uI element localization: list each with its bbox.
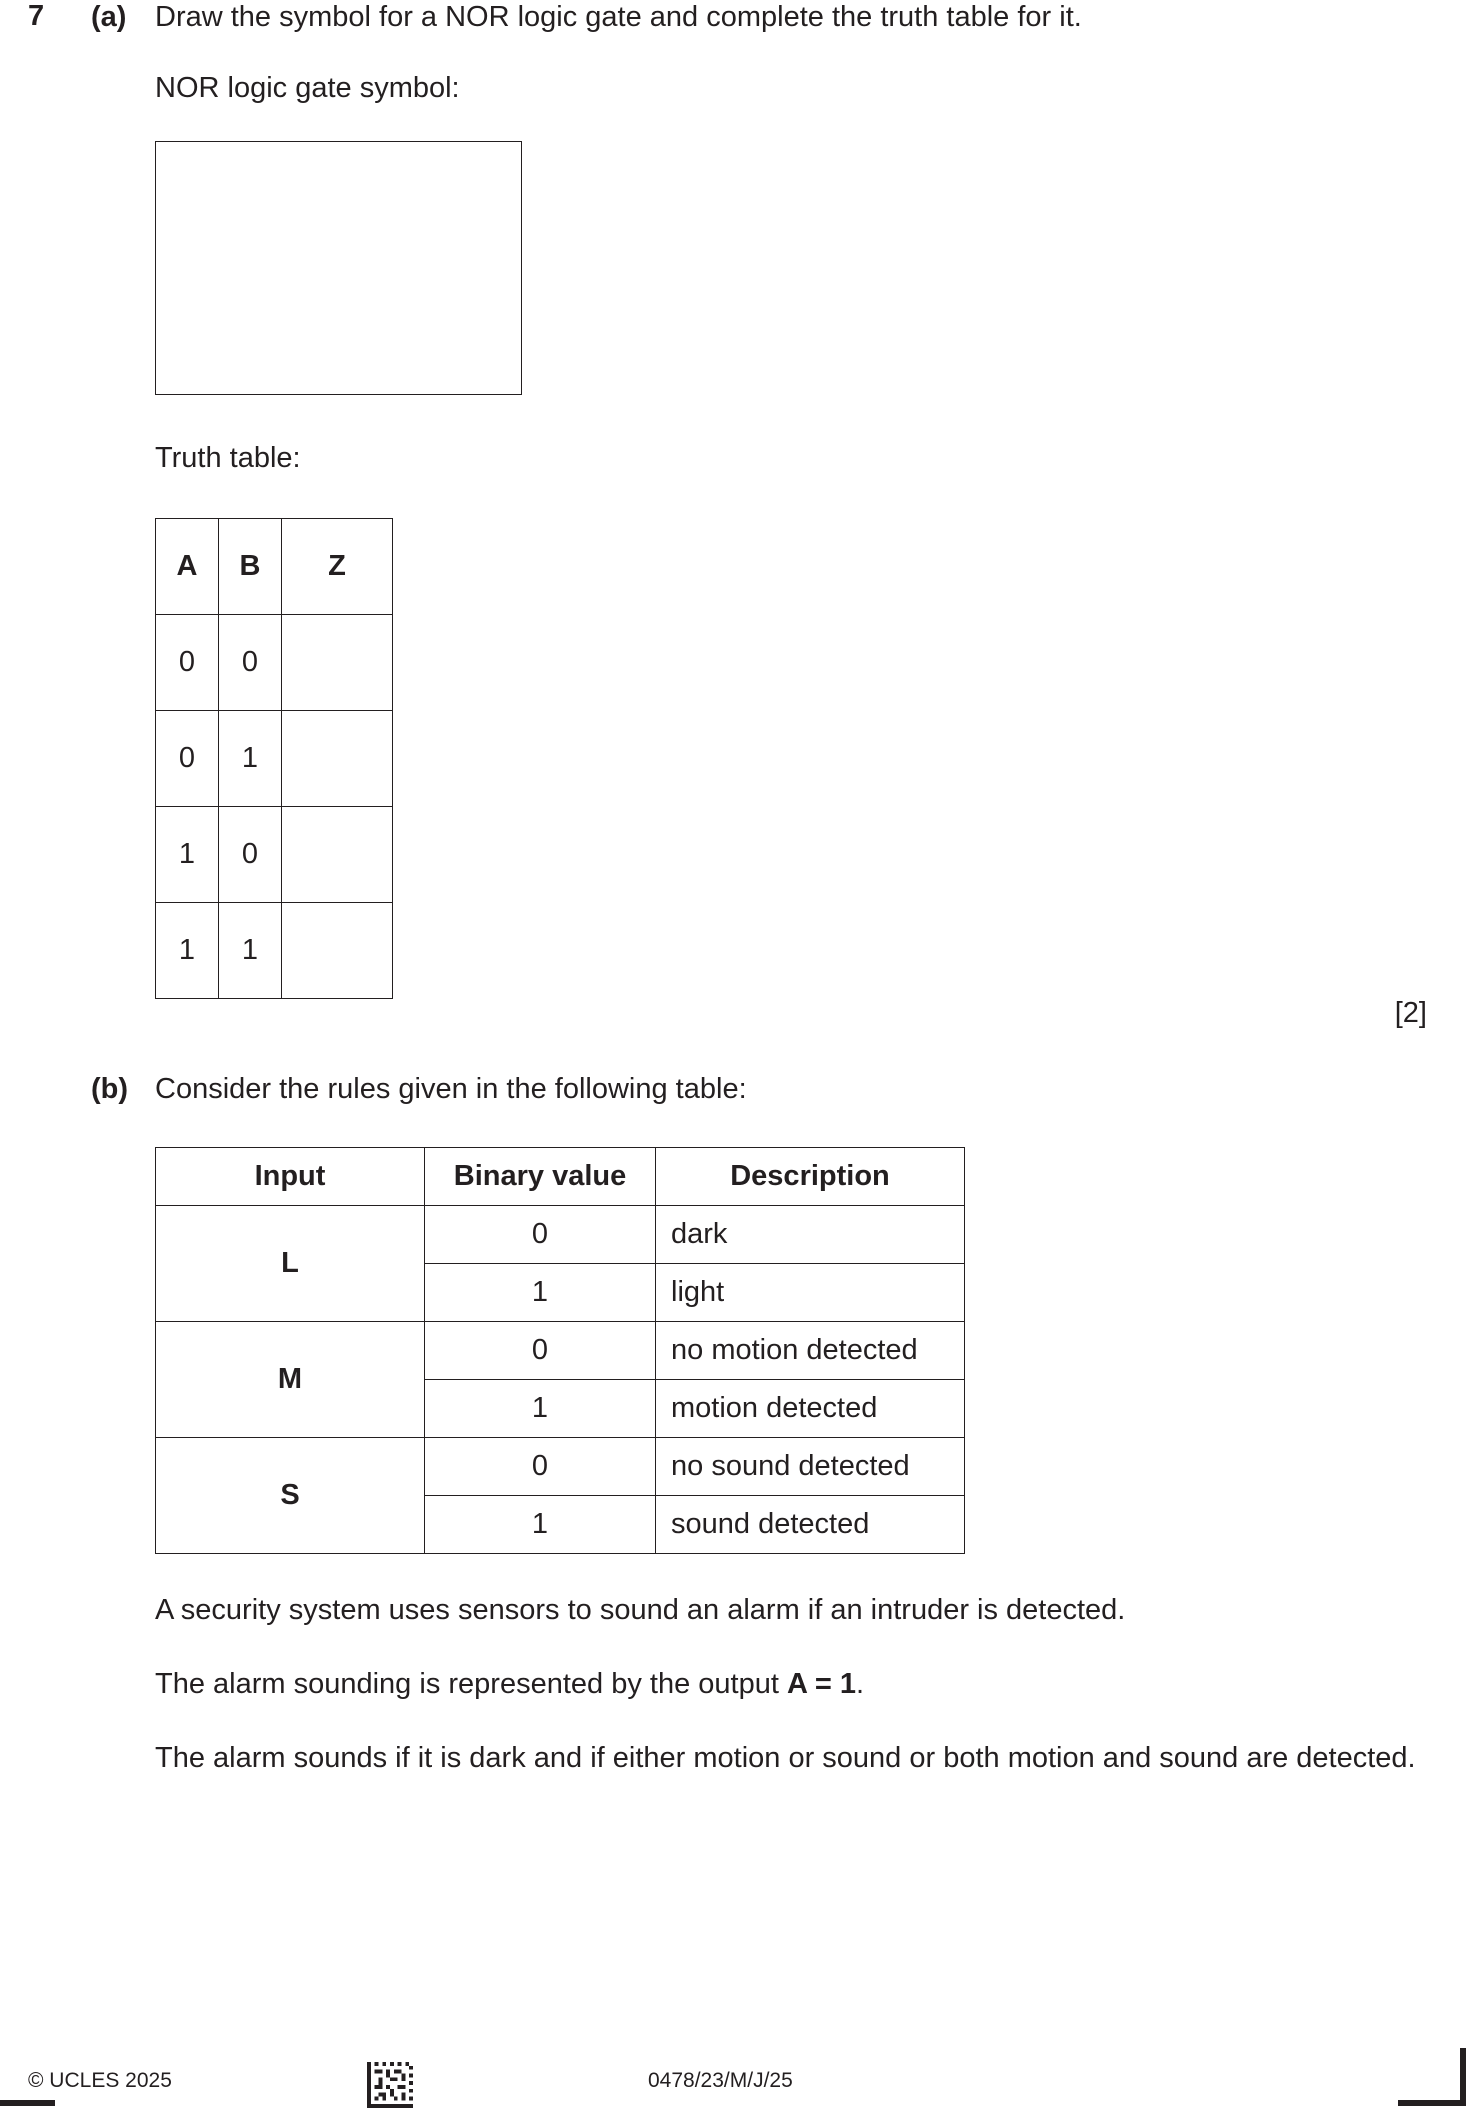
footer-copyright: © UCLES 2025 [28,2069,172,2092]
page-corner-mark-left [0,2100,55,2106]
truth-table-row [156,903,393,999]
rules-header-description: Description [656,1148,965,1206]
rules-value-cell: 0 [425,1438,656,1496]
symbol-answer-box[interactable] [155,141,522,395]
truth-table-header-row [156,519,393,615]
rules-header-input: Input [156,1148,425,1206]
truth-header-b: B [219,519,282,615]
truth-table-row [156,711,393,807]
part-a-label: (a) [91,1,127,33]
rules-value-cell: 0 [425,1206,656,1264]
truth-cell-b: 0 [219,615,282,711]
footer-paper-code: 0478/23/M/J/25 [648,2069,793,2092]
marks-allocation: [2] [1394,997,1427,1029]
truth-cell-z-answer[interactable] [282,807,393,903]
rules-description-cell: light [656,1264,965,1322]
truth-cell-a: 1 [156,807,219,903]
rules-description-cell: dark [656,1206,965,1264]
truth-header-a: A [156,519,219,615]
rules-table-row [156,1438,965,1496]
truth-cell-b: 0 [219,807,282,903]
rules-table-header-row [156,1148,965,1206]
rules-table-row [156,1322,965,1380]
rules-table-row [156,1206,965,1264]
rules-table [155,1147,965,1554]
rules-value-cell: 1 [425,1496,656,1554]
rules-input-cell: S [156,1438,425,1554]
truth-cell-b: 1 [219,711,282,807]
paragraph-alarm-rule: The alarm sounds if it is dark and if either motion or sound or both motion and sound are detected. [155,1742,1416,1774]
rules-value-cell: 1 [425,1264,656,1322]
truth-cell-b: 1 [219,903,282,999]
page-corner-mark-right [1398,2100,1466,2106]
part-b-prompt: Consider the rules given in the following table: [155,1073,747,1105]
symbol-label: NOR logic gate symbol: [155,72,460,104]
rules-description-cell: sound detected [656,1496,965,1554]
rules-input-cell: M [156,1322,425,1438]
alarm-output-prefix: The alarm sounding is represented by the output [155,1668,787,1700]
rules-input-cell: L [156,1206,425,1322]
truth-table-label: Truth table: [155,442,301,474]
barcode-icon [367,2062,413,2108]
truth-cell-z-answer[interactable] [282,615,393,711]
truth-cell-z-answer[interactable] [282,903,393,999]
rules-value-cell: 1 [425,1380,656,1438]
truth-cell-a: 1 [156,903,219,999]
truth-cell-z-answer[interactable] [282,711,393,807]
page-corner-mark-right-vertical [1460,2048,1466,2106]
question-number: 7 [28,0,45,32]
truth-cell-a: 0 [156,711,219,807]
alarm-output-suffix: . [856,1668,865,1700]
rules-header-binary-value: Binary value [425,1148,656,1206]
rules-value-cell: 0 [425,1322,656,1380]
truth-table-row [156,807,393,903]
paragraph-security-system: A security system uses sensors to sound an alarm if an intruder is detected. [155,1594,1126,1626]
truth-cell-a: 0 [156,615,219,711]
truth-table-row [156,615,393,711]
rules-description-cell: no sound detected [656,1438,965,1496]
paragraph-alarm-output [155,1666,1425,1703]
alarm-output-expression: A = 1 [786,1668,856,1700]
truth-header-z: Z [282,519,393,615]
part-b-label: (b) [91,1073,129,1105]
part-a-prompt: Draw the symbol for a NOR logic gate and complete the truth table for it. [155,1,1082,33]
truth-table [155,518,393,999]
rules-description-cell: no motion detected [656,1322,965,1380]
rules-description-cell: motion detected [656,1380,965,1438]
